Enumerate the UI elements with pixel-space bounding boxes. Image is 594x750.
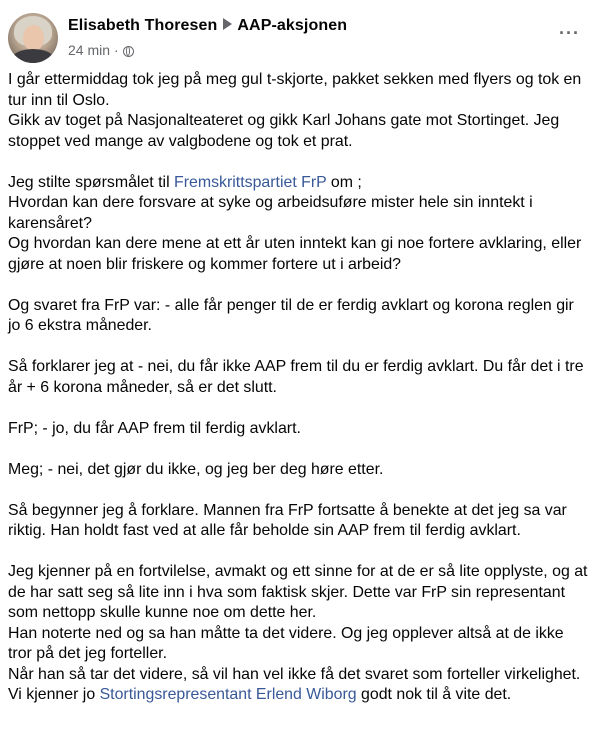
paragraph-gap	[8, 480, 588, 501]
post-meta	[68, 42, 134, 58]
text-span: om ;	[326, 173, 362, 191]
post-paragraph: Hvordan kan dere forsvare at syke og arbeidsuføre mister hele sin inntekt i karensåret?	[8, 194, 533, 232]
paragraph-gap	[8, 439, 588, 460]
post-paragraph: Han noterte ned og sa han måtte ta det videre. Og jeg opplever altså at de ikke tror på det jeg forteller.	[8, 624, 564, 662]
text-span: Når han så tar det videre, så vil han vel ikke få det svaret som forteller virkelighet. Vi kjenner jo	[8, 665, 581, 703]
meta-separator: ·	[114, 42, 119, 58]
post-paragraph: Og hvordan kan dere mene at ett år uten inntekt kan gi noe fortere avklaring, eller gjøre at noen blir friskere og kommer fortere ut i arbeid?	[8, 235, 582, 273]
group-name[interactable]: AAP-aksjonen	[237, 17, 348, 34]
paragraph-gap	[8, 398, 588, 419]
post-paragraph	[8, 173, 588, 194]
author-avatar[interactable]	[8, 13, 58, 63]
text-span: godt nok til å vite det.	[356, 686, 512, 703]
post-time[interactable]: 24 min	[68, 42, 111, 58]
author-line	[68, 17, 347, 35]
globe-icon[interactable]	[123, 46, 134, 57]
paragraph-gap	[8, 152, 588, 173]
post-paragraph: Gikk av toget på Nasjonalteateret og gikk Karl Johans gate mot Stortinget. Jeg stoppet ved mange av valgbodene og tok et prat.	[8, 112, 560, 150]
post-paragraph: Jeg kjenner på en fortvilelse, avmakt og ett sinne for at de er så lite opplyste, og at de har satt seg så lite inn i hva som faktisk skjer. Dette var FrP sin representant som nettopp skulle kunne noe om dette her.	[8, 563, 588, 621]
post-body	[8, 70, 588, 706]
author-name[interactable]: Elisabeth Thoresen	[68, 17, 218, 34]
text-span: Jeg stilte spørsmålet til	[8, 173, 175, 191]
more-icon[interactable]: ···	[559, 23, 580, 43]
post-paragraph: FrP; - jo, du får AAP frem til ferdig avklart.	[8, 419, 301, 437]
paragraph-gap	[8, 275, 588, 296]
triangle-right-icon	[223, 18, 232, 30]
post-paragraph: I går ettermiddag tok jeg på meg gul t-skjorte, pakket sekken med flyers og tok en tur inn til Oslo.	[8, 71, 582, 109]
mention-link-frp[interactable]: Fremskrittspartiet FrP	[174, 173, 327, 191]
post-paragraph: Og svaret fra FrP var: - alle får penger til de er ferdig avklart og korona reglen gir jo 6 ekstra måneder.	[8, 296, 574, 334]
paragraph-gap	[8, 542, 588, 563]
paragraph-gap	[8, 337, 588, 358]
post-paragraph: Så forklarer jeg at - nei, du får ikke AAP frem til du er ferdig avklart. Du får det i tre år + 6 korona måneder, så er det slutt.	[8, 358, 584, 396]
avatar-shoulders	[12, 49, 54, 63]
post-paragraph	[8, 665, 588, 706]
avatar-face	[23, 25, 44, 51]
mention-link-erlend-wiborg[interactable]: Stortingsrepresentant Erlend Wiborg	[99, 686, 357, 703]
post-header	[8, 13, 594, 65]
post-paragraph: Så begynner jeg å forklare. Mannen fra FrP fortsatte å benekte at det jeg sa var riktig. Han holdt fast ved at alle får beholde sin AAP frem til ferdig avklart.	[8, 501, 567, 539]
post-paragraph: Meg; - nei, det gjør du ikke, og jeg ber deg høre etter.	[8, 460, 384, 478]
